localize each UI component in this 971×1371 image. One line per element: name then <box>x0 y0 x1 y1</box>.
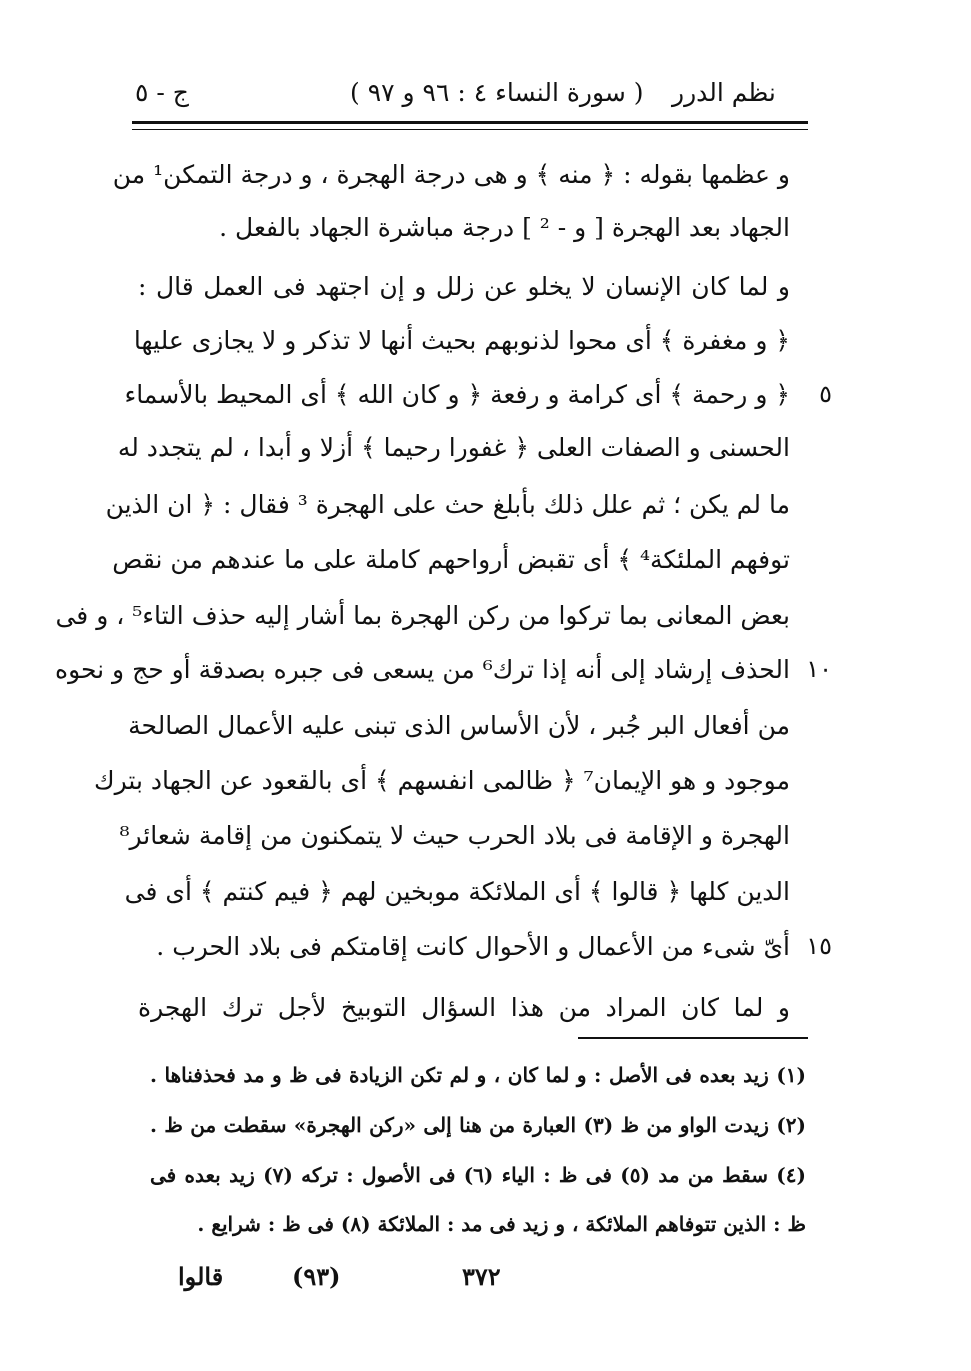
footnote-line: (١) زيد بعده فى الأصل : و لما كان ، و لم تكن الزيادة فى ظ و مد فحذفناها . <box>150 1063 806 1087</box>
text-line: الجهاد بعد الهجرة [ و - ² ] درجة مباشرة الجهاد بالفعل . <box>219 213 790 242</box>
text-line: بعض المعانى بما تركوا من ركن الهجرة بما أشار إليه حذف التاء⁵ ، و فى <box>55 601 790 630</box>
footnote-line: (٤) سقط من مد (٥) فى ظ : الياء (٦) فى الأصول : تركه (٧) زيد بعده فى <box>150 1163 806 1187</box>
surah-reference: ( سورة النساء ٤ : ٩٦ و ٩٧ ) <box>350 78 644 107</box>
header-rule-thick <box>132 121 808 124</box>
text-line: و لما كان الإنسان لا يخلو عن زلل و إن اجتهد فى العمل قال : <box>138 272 790 301</box>
text-line: أىّ شىء من الأعمال و الأحوال كانت إقامتكم فى بلاد الحرب . <box>156 932 790 961</box>
line-number: ١٠ <box>806 655 832 683</box>
text-line: الحسنى و الصفات العلى ﴿ غفورا رحيما ﴾ أزلا و أبدا ، لم يتجدد له <box>117 433 790 462</box>
text-line: ﴿ و مغفرة ﴾ أى محوا لذنوبهم بحيث أنها لا تذكر و لا يجازى عليها <box>133 326 790 355</box>
text-line: الحذف إرشاد إلى أنه إذا ترك⁶ من يسعى فى جبره بصدقة أو حج و نحوه <box>55 655 790 684</box>
text-line: توفهم الملئكة⁴ ﴾ أى تقبض أرواحهم كاملة على ما عندهم من نقص <box>112 545 790 574</box>
text-line: و عظمها بقوله : ﴿ منه ﴾ و هى درجة الهجرة ، و درجة التمكن¹ من <box>112 160 790 189</box>
line-number: ٥ <box>819 380 832 408</box>
book-title: نظم الدرر <box>672 78 776 107</box>
line-number: ١٥ <box>806 932 832 960</box>
text-line: ما لم يكن ؛ ثم علل ذلك بأبلغ حث على الهجرة ³ فقال : ﴿ ان الذين <box>105 490 790 519</box>
text-line: الدين كلها ﴿ قالوا ﴾ أى الملائكة موبخين لهم ﴿ فيم كنتم ﴾ أى فى <box>124 877 790 906</box>
volume-number: ج - ٥ <box>135 78 189 107</box>
page-number: ٣٧٢ <box>462 1262 501 1291</box>
text-line: ﴿ و رحمة ﴾ أى كرامة و رفعة ﴿ و كان الله ﴾ أى المحيط بالأسماء <box>124 380 790 409</box>
footnote-line: ظ : الذين تتوفاهم الملائكة ، و زيد فى مد : الملائكة (٨) فى ظ : شرايع . <box>197 1212 806 1236</box>
text-line: و لما كان المراد من هذا السؤال التوبيخ لأجل ترك الهجرة <box>138 993 790 1022</box>
text-line: الهجرة و الإقامة فى بلاد الحرب حيث لا يتمكنون من إقامة شعائر⁸ <box>119 821 790 850</box>
text-line: موجود و هو الإيمان⁷ ﴿ ظالمى انفسهم ﴾ أى بالقعود عن الجهاد بترك <box>94 766 790 795</box>
text-line: من أفعال البر جُبر ، لأن الأساس الذى تبنى عليه الأعمال الصالحة <box>128 711 790 740</box>
footnote-line: (٢) زيدت الواو من ظ (٣) العبارة من هنا إلى «ركن الهجرة» سقطت من ظ . <box>150 1113 806 1137</box>
header-rule-thin <box>132 129 808 130</box>
sheet-number: (٩٣) <box>292 1262 341 1291</box>
catchword: قالوا <box>178 1262 224 1291</box>
footnote-separator <box>578 1037 808 1039</box>
